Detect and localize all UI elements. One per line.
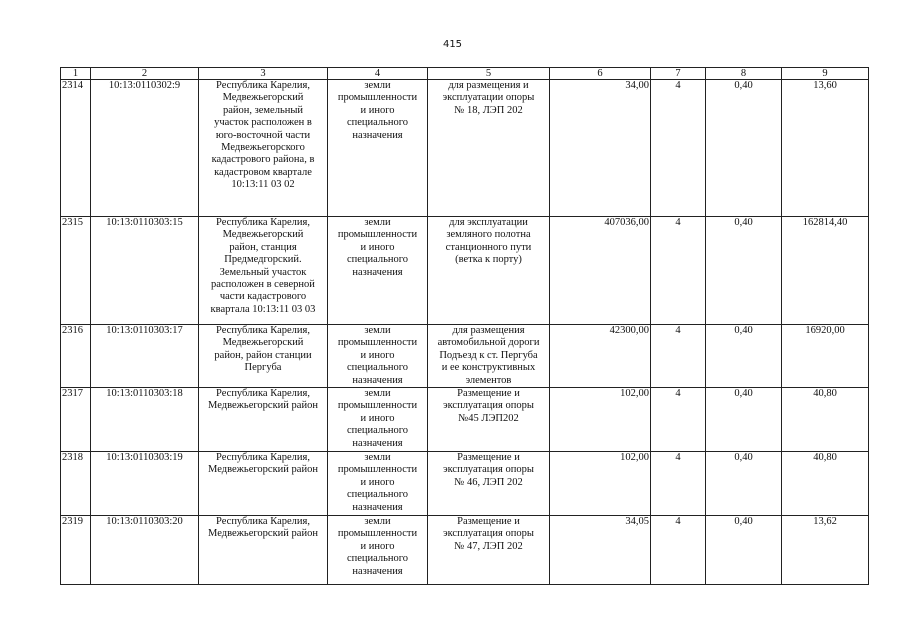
column-number-row xyxy=(61,68,869,80)
land-category-cell: земли промышленности и иного специального назначения xyxy=(328,388,428,452)
table-row xyxy=(61,80,869,217)
column-7-cell: 4 xyxy=(651,217,706,325)
land-category-cell: земли промышленности и иного специального назначения xyxy=(328,325,428,388)
area-cell: 102,00 xyxy=(550,452,651,516)
permitted-use-cell: Размещение и эксплуатация опоры №45 ЛЭП202 xyxy=(428,388,550,452)
column-7-cell: 4 xyxy=(651,80,706,217)
cadastral-number: 10:13:0110303:19 xyxy=(91,452,199,516)
cadastral-number: 10:13:0110303:20 xyxy=(91,516,199,585)
column-header-1: 1 xyxy=(61,68,91,80)
address-cell: Республика Карелия, Медвежьегорский район, станция Предмедгорский. Земельный участок расположен в северной части кадастрового квартала 10:13:11 03 03 xyxy=(199,217,328,325)
cadastral-number: 10:13:0110303:17 xyxy=(91,325,199,388)
address-cell: Республика Карелия, Медвежьегорский район xyxy=(199,516,328,585)
row-number: 2315 xyxy=(61,217,91,325)
column-9-cell: 162814,40 xyxy=(782,217,869,325)
column-7-cell: 4 xyxy=(651,388,706,452)
column-8-cell: 0,40 xyxy=(706,80,782,217)
address-cell: Республика Карелия, Медвежьегорский район xyxy=(199,452,328,516)
land-category-cell: земли промышленности и иного специального назначения xyxy=(328,452,428,516)
row-number: 2316 xyxy=(61,325,91,388)
page-number: 415 xyxy=(442,39,463,50)
column-9-cell: 13,62 xyxy=(782,516,869,585)
address-cell: Республика Карелия, Медвежьегорский район, район станции Пергуба xyxy=(199,325,328,388)
cadastral-number: 10:13:0110302:9 xyxy=(91,80,199,217)
row-number: 2319 xyxy=(61,516,91,585)
permitted-use-cell: для размещения автомобильной дороги Подъезд к ст. Пергуба и ее конструктивных элементов xyxy=(428,325,550,388)
column-9-cell: 40,80 xyxy=(782,452,869,516)
column-header-3: 3 xyxy=(199,68,328,80)
row-number: 2314 xyxy=(61,80,91,217)
column-9-cell: 40,80 xyxy=(782,388,869,452)
area-cell: 42300,00 xyxy=(550,325,651,388)
cadastral-number: 10:13:0110303:18 xyxy=(91,388,199,452)
column-7-cell: 4 xyxy=(651,516,706,585)
permitted-use-cell: Размещение и эксплуатация опоры № 47, ЛЭП 202 xyxy=(428,516,550,585)
address-cell: Республика Карелия, Медвежьегорский район xyxy=(199,388,328,452)
column-header-7: 7 xyxy=(651,68,706,80)
land-registry-table xyxy=(60,67,869,585)
permitted-use-cell: для размещения и эксплуатации опоры № 18, ЛЭП 202 xyxy=(428,80,550,217)
column-9-cell: 13,60 xyxy=(782,80,869,217)
table-row xyxy=(61,217,869,325)
cadastral-number: 10:13:0110303:15 xyxy=(91,217,199,325)
column-header-6: 6 xyxy=(550,68,651,80)
address-cell: Республика Карелия, Медвежьегорский район, земельный участок расположен в юго-восточной части Медвежьегорского кадастрового района, в кадастровом квартале 10:13:11 03 02 xyxy=(199,80,328,217)
permitted-use-cell: Размещение и эксплуатация опоры № 46, ЛЭП 202 xyxy=(428,452,550,516)
area-cell: 102,00 xyxy=(550,388,651,452)
column-8-cell: 0,40 xyxy=(706,217,782,325)
land-category-cell: земли промышленности и иного специального назначения xyxy=(328,80,428,217)
land-category-cell: земли промышленности и иного специального назначения xyxy=(328,217,428,325)
column-8-cell: 0,40 xyxy=(706,516,782,585)
table-row xyxy=(61,516,869,585)
row-number: 2317 xyxy=(61,388,91,452)
row-number: 2318 xyxy=(61,452,91,516)
area-cell: 34,05 xyxy=(550,516,651,585)
column-9-cell: 16920,00 xyxy=(782,325,869,388)
column-header-9: 9 xyxy=(782,68,869,80)
column-8-cell: 0,40 xyxy=(706,388,782,452)
table-row xyxy=(61,452,869,516)
column-header-2: 2 xyxy=(91,68,199,80)
table-row xyxy=(61,388,869,452)
area-cell: 34,00 xyxy=(550,80,651,217)
area-cell: 407036,00 xyxy=(550,217,651,325)
table-row xyxy=(61,325,869,388)
column-8-cell: 0,40 xyxy=(706,325,782,388)
column-7-cell: 4 xyxy=(651,325,706,388)
column-7-cell: 4 xyxy=(651,452,706,516)
column-8-cell: 0,40 xyxy=(706,452,782,516)
column-header-8: 8 xyxy=(706,68,782,80)
column-header-5: 5 xyxy=(428,68,550,80)
column-header-4: 4 xyxy=(328,68,428,80)
land-category-cell: земли промышленности и иного специального назначения xyxy=(328,516,428,585)
permitted-use-cell: для эксплуатации земляного полотна станционного пути (ветка к порту) xyxy=(428,217,550,325)
